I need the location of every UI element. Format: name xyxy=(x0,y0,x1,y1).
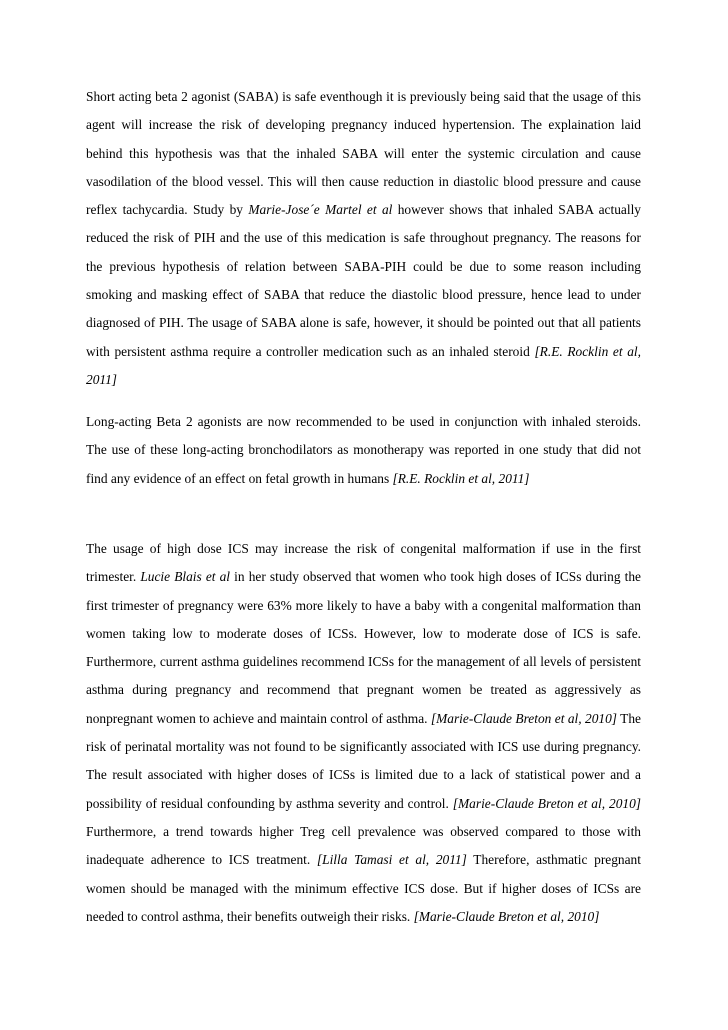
citation: [Marie-Claude Breton et al, 2010] xyxy=(452,795,641,811)
text-segment: Short acting beta 2 agonist (SABA) is safe eventhough it is previously being said that the usage of this agent will increase the risk of developing pregnancy induced hypertension. The explaination laid behind this hypothesis was that the inhaled SABA will enter the systemic circulation and cause vasodilation of the blood vessel. This will then cause reduction in diastolic blood pressure and cause reflex tachycardia. Study by xyxy=(86,89,641,218)
text-segment: The risk of perinatal mortality was not found to be significantly associated with ICS use during pregnancy. The result associated with higher doses of ICSs is limited due to a lack of statistical power and a possibility of residual confounding by asthma severity and control. xyxy=(86,710,641,811)
author-reference: Marie-Jose´e Martel et al xyxy=(248,202,393,218)
paragraph-saba xyxy=(86,83,641,394)
text-segment: Therefore, asthmatic pregnant women should be managed with the minimum effective ICS dose. But if higher doses of ICSs are needed to control asthma, their benefits outweigh their risks. xyxy=(86,852,641,924)
text-segment: however shows that inhaled SABA actually reduced the risk of PIH and the use of this medication is safe throughout pregnancy. The reasons for the previous hypothesis of relation between SABA-PIH could be due to some reason including smoking and masking effect of SABA that reduce the diastolic blood pressure, hence lead to under diagnosed of PIH. The usage of SABA alone is safe, however, it should be pointed out that all patients with persistent asthma require a controller medication such as an inhaled steroid xyxy=(86,202,641,359)
paragraph-ics xyxy=(86,535,641,931)
text-segment: The usage of high dose ICS may increase the risk of congenital malformation if use in the first trimester. xyxy=(86,541,641,585)
citation: [R.E. Rocklin et al, 2011] xyxy=(86,343,641,387)
text-segment: Furthermore, a trend towards higher Treg cell prevalence was observed compared to those with inadequate adherence to ICS treatment. xyxy=(86,823,641,868)
author-reference: Lucie Blais et al xyxy=(140,569,231,585)
citation: [Marie-Claude Breton et al, 2010] xyxy=(430,710,617,726)
citation: [R.E. Rocklin et al, 2011] xyxy=(392,470,530,486)
text-segment: Long-acting Beta 2 agonists are now recommended to be used in conjunction with inhaled steroids. The use of these long-acting bronchodilators as monotherapy was reported in one study that did not find any evidence of an effect on fetal growth in humans xyxy=(86,414,641,486)
citation: [Marie-Claude Breton et al, 2010] xyxy=(413,908,600,924)
paragraph-laba xyxy=(86,408,641,493)
citation: [Lilla Tamasi et al, 2011] xyxy=(316,852,467,868)
text-segment: in her study observed that women who took high doses of ICSs during the first trimester of pregnancy were 63% more likely to have a baby with a congenital malformation than women taking low to moderate doses of ICSs. However, low to moderate dose of ICS is safe. Furthermore, current asthma guidelines recommend ICSs for the management of all levels of persistent asthma during pregnancy and recommend that pregnant women be treated as aggressively as nonpregnant women to achieve and maintain control of asthma. xyxy=(86,569,641,726)
